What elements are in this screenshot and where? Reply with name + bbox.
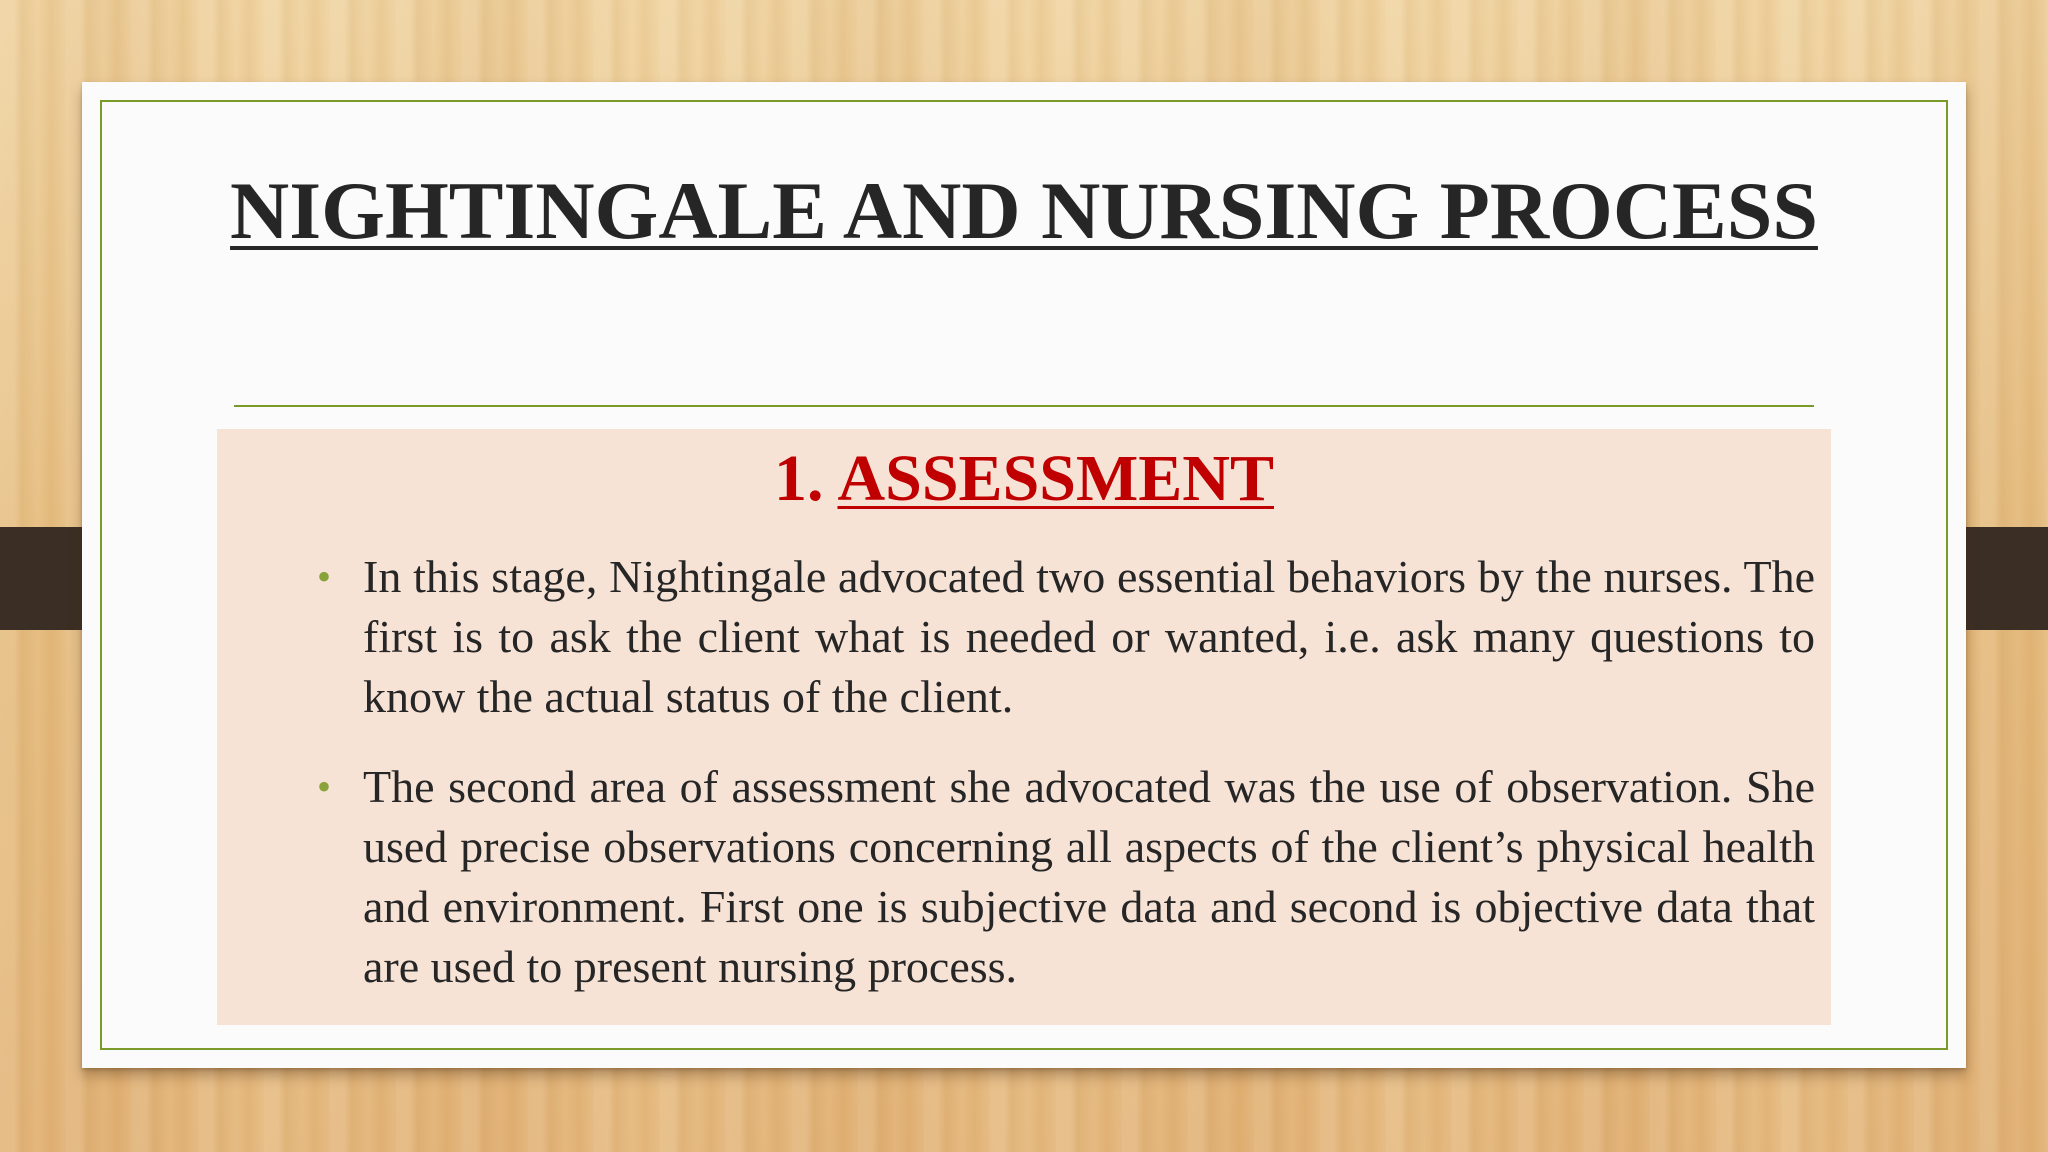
section-title: ASSESSMENT bbox=[837, 442, 1274, 515]
list-item bbox=[217, 757, 1831, 997]
bullet-text: In this stage, Nightingale advocated two essential behaviors by the nurses. The first is to ask the client what is needed or wanted, i.e. ask many questions to know the actual status of the client. bbox=[363, 551, 1815, 722]
bullet-dot-icon: • bbox=[317, 764, 332, 809]
bullet-list bbox=[217, 547, 1831, 1027]
list-item bbox=[217, 547, 1831, 727]
section-heading bbox=[217, 439, 1831, 519]
bullet-dot-icon: • bbox=[317, 554, 332, 599]
slide-title-text: NIGHTINGALE AND NURSING PROCESS bbox=[230, 165, 1818, 256]
slide-title bbox=[82, 160, 1966, 262]
content-panel bbox=[217, 429, 1831, 1025]
section-number: 1. bbox=[773, 442, 824, 515]
slide-card bbox=[82, 82, 1966, 1068]
bullet-text: The second area of assessment she advocated was the use of observation. She used precise observations concerning all aspects of the client’s physical health and environment. First one is subjective data and second is objective data that are used to present nursing process. bbox=[363, 761, 1815, 992]
title-divider bbox=[234, 405, 1814, 407]
